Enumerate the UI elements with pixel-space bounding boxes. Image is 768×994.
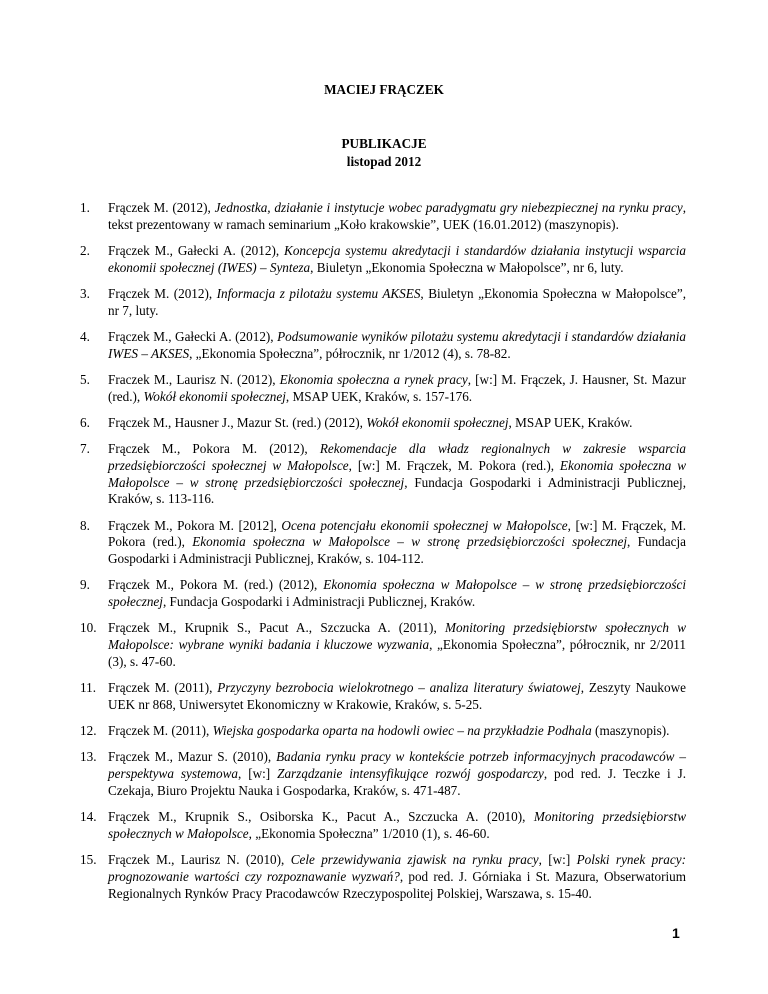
publication-item (80, 577, 686, 610)
publication-title: Monitoring przedsiębiorstw społecznych w Małopolsce: wybrane wyniki badania i kluczowe wyzwania (108, 620, 687, 653)
publication-text: , Fundacja Gospodarki i Administracji Publicznej, Kraków. (162, 594, 476, 610)
publication-item (80, 286, 686, 319)
author-name: MACIEJ FRĄCZEK (324, 82, 444, 97)
publication-title: Koncepcja systemu akredytacji i standardów działania instytucji wsparcia ekonomii społecznej (IWES) – Synteza (108, 243, 686, 275)
publication-title: Wiejska gospodarka oparta na hodowli owiec – na przykładzie Podhala (212, 723, 592, 739)
publication-text: Frączek M., Gałecki A. (2012), (108, 243, 285, 258)
publication-number: 5. (80, 372, 90, 387)
publication-item (80, 723, 686, 740)
publication-text: , Biuletyn „Ekonomia Społeczna w Małopolsce”, nr 6, luty. (310, 259, 624, 275)
publication-title: Przyczyny bezrobocia wielokrotnego – analiza literatury światowej (217, 680, 581, 696)
publication-number: 4. (80, 329, 90, 344)
publication-text: , „Ekonomia Społeczna”, półrocznik, nr 2/2011 (3), s. 47-60. (108, 637, 686, 669)
publication-text: , MSAP UEK, Kraków. (508, 415, 633, 430)
publication-text: Frączek M., Pokora M. (2012), (108, 441, 320, 457)
publication-text: , „Ekonomia Społeczna”, półrocznik, nr 1/2012 (4), s. 78-82. (189, 345, 511, 361)
publication-title: Wokół ekonomii społecznej (366, 415, 509, 430)
publication-number: 8. (80, 517, 90, 533)
publication-text: Frączek M. (2011), (108, 680, 218, 696)
document-title: PUBLIKACJE (341, 136, 427, 151)
publication-number: 11. (80, 680, 96, 696)
publication-title: Rekomendacje dla władz regionalnych w zakresie wsparcia przedsiębiorczości społecznej w Małopolsce (108, 441, 687, 473)
publication-number: 9. (80, 577, 90, 593)
publication-text: , [w:] M. Frączek, M. Pokora (red.), (108, 517, 687, 550)
publication-text: , Biuletyn „Ekonomia Społeczna w Małopolsce”, nr 7, luty. (108, 286, 686, 318)
publication-number: 14. (80, 809, 97, 825)
publication-text: , tekst prezentowany w ramach seminarium „Koło krakowskie”, UEK (16.01.2012) (maszynopis). (108, 200, 686, 232)
publication-number: 1. (80, 200, 90, 215)
publication-item (80, 329, 686, 362)
page-number: 1 (672, 925, 680, 941)
publication-number: 13. (80, 749, 97, 765)
publication-title: Podsumowanie wyników pilotażu systemu akredytacji i standardów działania IWES – AKSES (108, 329, 687, 361)
publication-number: 2. (80, 243, 90, 258)
publication-title: Ekonomia społeczna w Małopolsce – w stronę przedsiębiorczości społecznej (192, 534, 628, 550)
publication-text: Frączek M., Krupnik S., Pacut A., Szczucka A. (2011), (108, 620, 446, 636)
publication-text: , [w:] M. Frączek, M. Pokora (red.), (348, 458, 560, 473)
publication-item (80, 200, 686, 233)
document-date: listopad 2012 (346, 154, 422, 169)
publication-text: Frączek M. (2012), (108, 200, 215, 215)
publication-text: , pod red. J. Górniaka i St. Mazura, Obserwatorium Regionalnych Rynków Pracy Pracodawców Rzeczypospolitej Polskiej, Warszawa, s. 15-40. (108, 868, 687, 901)
publication-text: Frączek M., Krupnik S., Osiborska K., Pacut A., Szczucka A. (2010), (108, 809, 534, 825)
publication-item (80, 620, 686, 670)
publication-text: Frączek M., Mazur S. (2010), (108, 749, 277, 765)
publication-text: , [w:] (238, 766, 278, 782)
publication-number: 7. (80, 441, 90, 457)
publication-number: 15. (80, 852, 97, 868)
publication-list (80, 200, 686, 912)
publication-text: , [w:] M. Frączek, J. Hausner, St. Mazur (red.), (108, 372, 686, 404)
publication-text: (maszynopis). (591, 723, 670, 739)
publication-item (80, 852, 686, 902)
publication-title: Ocena potencjału ekonomii społecznej w Małopolsce (281, 517, 568, 533)
publication-text: Frączek M., Laurisz N. (2010), (108, 852, 291, 868)
publication-text: Fraczek M., Laurisz N. (2012), (108, 372, 280, 387)
publication-number: 10. (80, 620, 97, 636)
publication-text: Frączek M., Pokora M. [2012], (108, 517, 282, 533)
publication-title: Ekonomia społeczna w Małopolsce – w stronę przedsiębiorczości społecznej (108, 458, 687, 490)
publication-title: Monitoring przedsiębiorstw społecznych w Małopolsce (108, 809, 686, 841)
publication-title: Jednostka, działanie i instytucje wobec paradygmatu gry niebezpiecznej na rynku pracy (214, 200, 683, 215)
publication-item (80, 243, 686, 276)
publication-item (80, 441, 686, 508)
publication-item (80, 415, 686, 432)
publication-item (80, 809, 686, 842)
publication-title: Zarządzanie intensyfikujące rozwój gospodarczy (277, 766, 544, 782)
publication-title: Badania rynku pracy w kontekście potrzeb informacyjnych pracodawców – perspektywa systemowa (108, 749, 686, 782)
publication-text: , Fundacja Gospodarki i Administracji Publicznej, Kraków, s. 104-112. (108, 534, 687, 567)
publication-text: , „Ekonomia Społeczna” 1/2010 (1), s. 46-60. (248, 825, 490, 841)
publication-title: Ekonomia społeczna w Małopolsce – w stronę przedsiębiorczości społecznej (108, 577, 686, 610)
publication-text: , Zeszyty Naukowe UEK nr 868, Uniwersytet Ekonomiczny w Krakowie, Kraków, s. 5-25. (108, 680, 686, 712)
publication-title: Polski rynek pracy: prognozowanie wartości czy rozpoznawanie wyzwań? (108, 852, 686, 884)
publication-number: 12. (80, 723, 97, 739)
publication-text: , MSAP UEK, Kraków, s. 157-176. (285, 388, 473, 404)
publication-text: , Fundacja Gospodarki i Administracji Publicznej, Kraków, s. 113-116. (108, 474, 686, 507)
publication-title: Cele przewidywania zjawisk na rynku pracy (290, 852, 539, 868)
publication-item (80, 680, 686, 713)
publication-title: Ekonomia społeczna a rynek pracy (279, 372, 468, 387)
publication-number: 6. (80, 415, 90, 430)
publication-text: Frączek M., Gałecki A. (2012), (108, 329, 278, 344)
publication-text: Frączek M. (2012), (108, 286, 217, 301)
publication-item (80, 372, 686, 405)
publication-text: Frączek M., Pokora M. (red.) (2012), (108, 577, 324, 593)
publication-item (80, 749, 686, 799)
publication-title: Wokół ekonomii społecznej (143, 388, 286, 404)
publication-text: , pod red. J. Teczke i J. Czekaja, Biuro Projektu Nauka i Gospodarka, Kraków, s. 471-487. (108, 766, 687, 798)
publication-title: Informacja z pilotażu systemu AKSES (216, 286, 421, 301)
publication-item (80, 518, 686, 568)
publication-text: Frączek M. (2011), (108, 723, 213, 739)
publication-text: , [w:] (538, 852, 577, 868)
publication-text: Frączek M., Hausner J., Mazur St. (red.) (2012), (108, 415, 367, 430)
publication-number: 3. (80, 286, 90, 301)
